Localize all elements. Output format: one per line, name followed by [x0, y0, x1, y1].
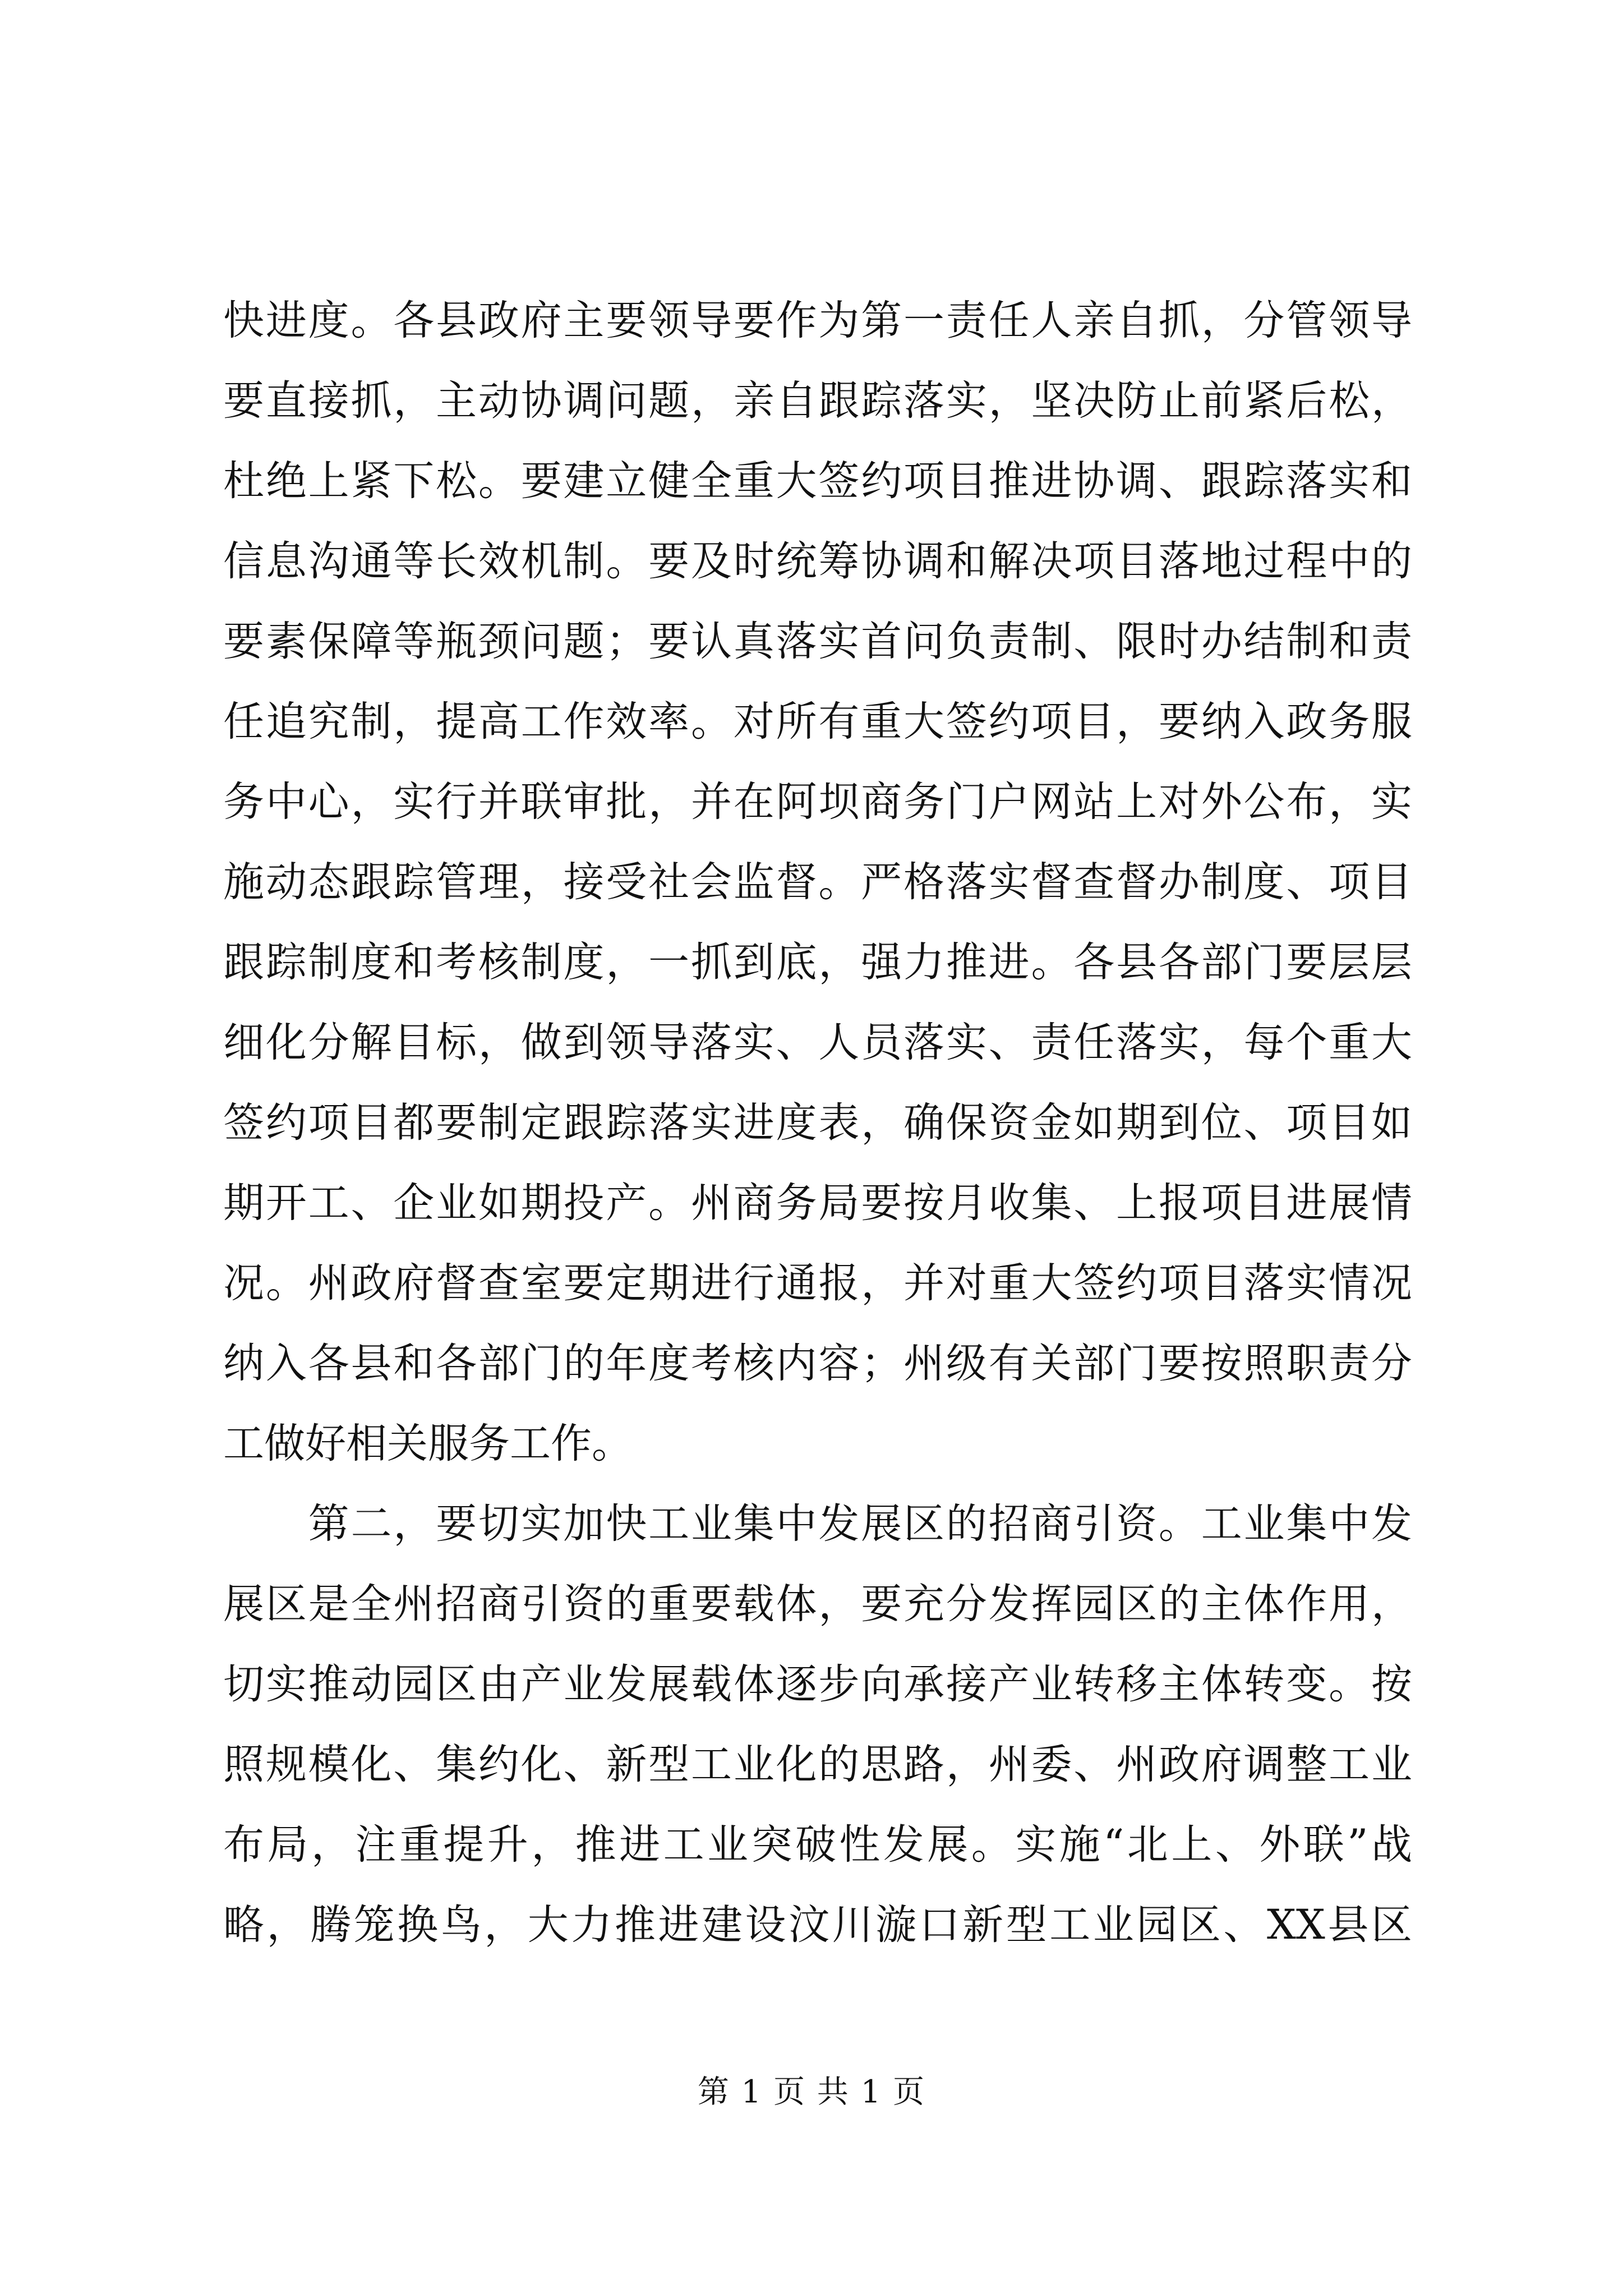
text-line: 任追究制，提高工作效率。对所有重大签约项目，要纳入政务服 — [223, 698, 1412, 746]
page-number: 第 1 页 共 1 页 — [697, 2074, 926, 2110]
text-line: 要直接抓，主动协调问题，亲自跟踪落实，坚决防止前紧后松， — [223, 377, 1412, 425]
text-line: 信息沟通等长效机制。要及时统筹协调和解决项目落地过程中的 — [223, 537, 1412, 585]
text-line: 务中心，实行并联审批，并在阿坝商务门户网站上对外公布，实 — [223, 778, 1412, 826]
page-footer — [0, 2070, 1623, 2115]
text-line: 切实推动园区由产业发展载体逐步向承接产业转移主体转变。按 — [223, 1660, 1412, 1708]
text-line: 签约项目都要制定跟踪落实进度表，确保资金如期到位、项目如 — [223, 1099, 1412, 1147]
text-line: 况。州政府督查室要定期进行通报，并对重大签约项目落实情况 — [223, 1259, 1412, 1307]
text-line: 照规模化、集约化、新型工业化的思路，州委、州政府调整工业 — [223, 1741, 1412, 1788]
text-line: 跟踪制度和考核制度，一抓到底，强力推进。各县各部门要层层 — [223, 938, 1412, 986]
text-line: 期开工、企业如期投产。州商务局要按月收集、上报项目进展情 — [223, 1179, 1412, 1227]
text-line: 第二，要切实加快工业集中发展区的招商引资。工业集中发 — [223, 1500, 1412, 1548]
document-body — [223, 280, 1412, 1965]
text-line: 细化分解目标，做到领导落实、人员落实、责任落实，每个重大 — [223, 1019, 1412, 1066]
text-line: 略，腾笼换鸟，大力推进建设汶川漩口新型工业园区、XX县区 — [223, 1901, 1412, 1949]
text-line: 布局，注重提升，推进工业突破性发展。实施“北上、外联”战 — [223, 1821, 1412, 1869]
text-line: 工做好相关服务工作。 — [223, 1420, 633, 1467]
paragraph-1 — [223, 280, 1412, 1484]
text-line: 杜绝上紧下松。要建立健全重大签约项目推进协调、跟踪落实和 — [223, 457, 1412, 505]
text-line: 纳入各县和各部门的年度考核内容；州级有关部门要按照职责分 — [223, 1340, 1412, 1387]
text-line: 施动态跟踪管理，接受社会监督。严格落实督查督办制度、项目 — [223, 858, 1412, 906]
text-line: 要素保障等瓶颈问题；要认真落实首问负责制、限时办结制和责 — [223, 618, 1412, 665]
paragraph-2 — [223, 1484, 1412, 1965]
text-line: 快进度。各县政府主要领导要作为第一责任人亲自抓，分管领导 — [223, 297, 1412, 344]
text-line: 展区是全州招商引资的重要载体，要充分发挥园区的主体作用， — [223, 1580, 1412, 1628]
